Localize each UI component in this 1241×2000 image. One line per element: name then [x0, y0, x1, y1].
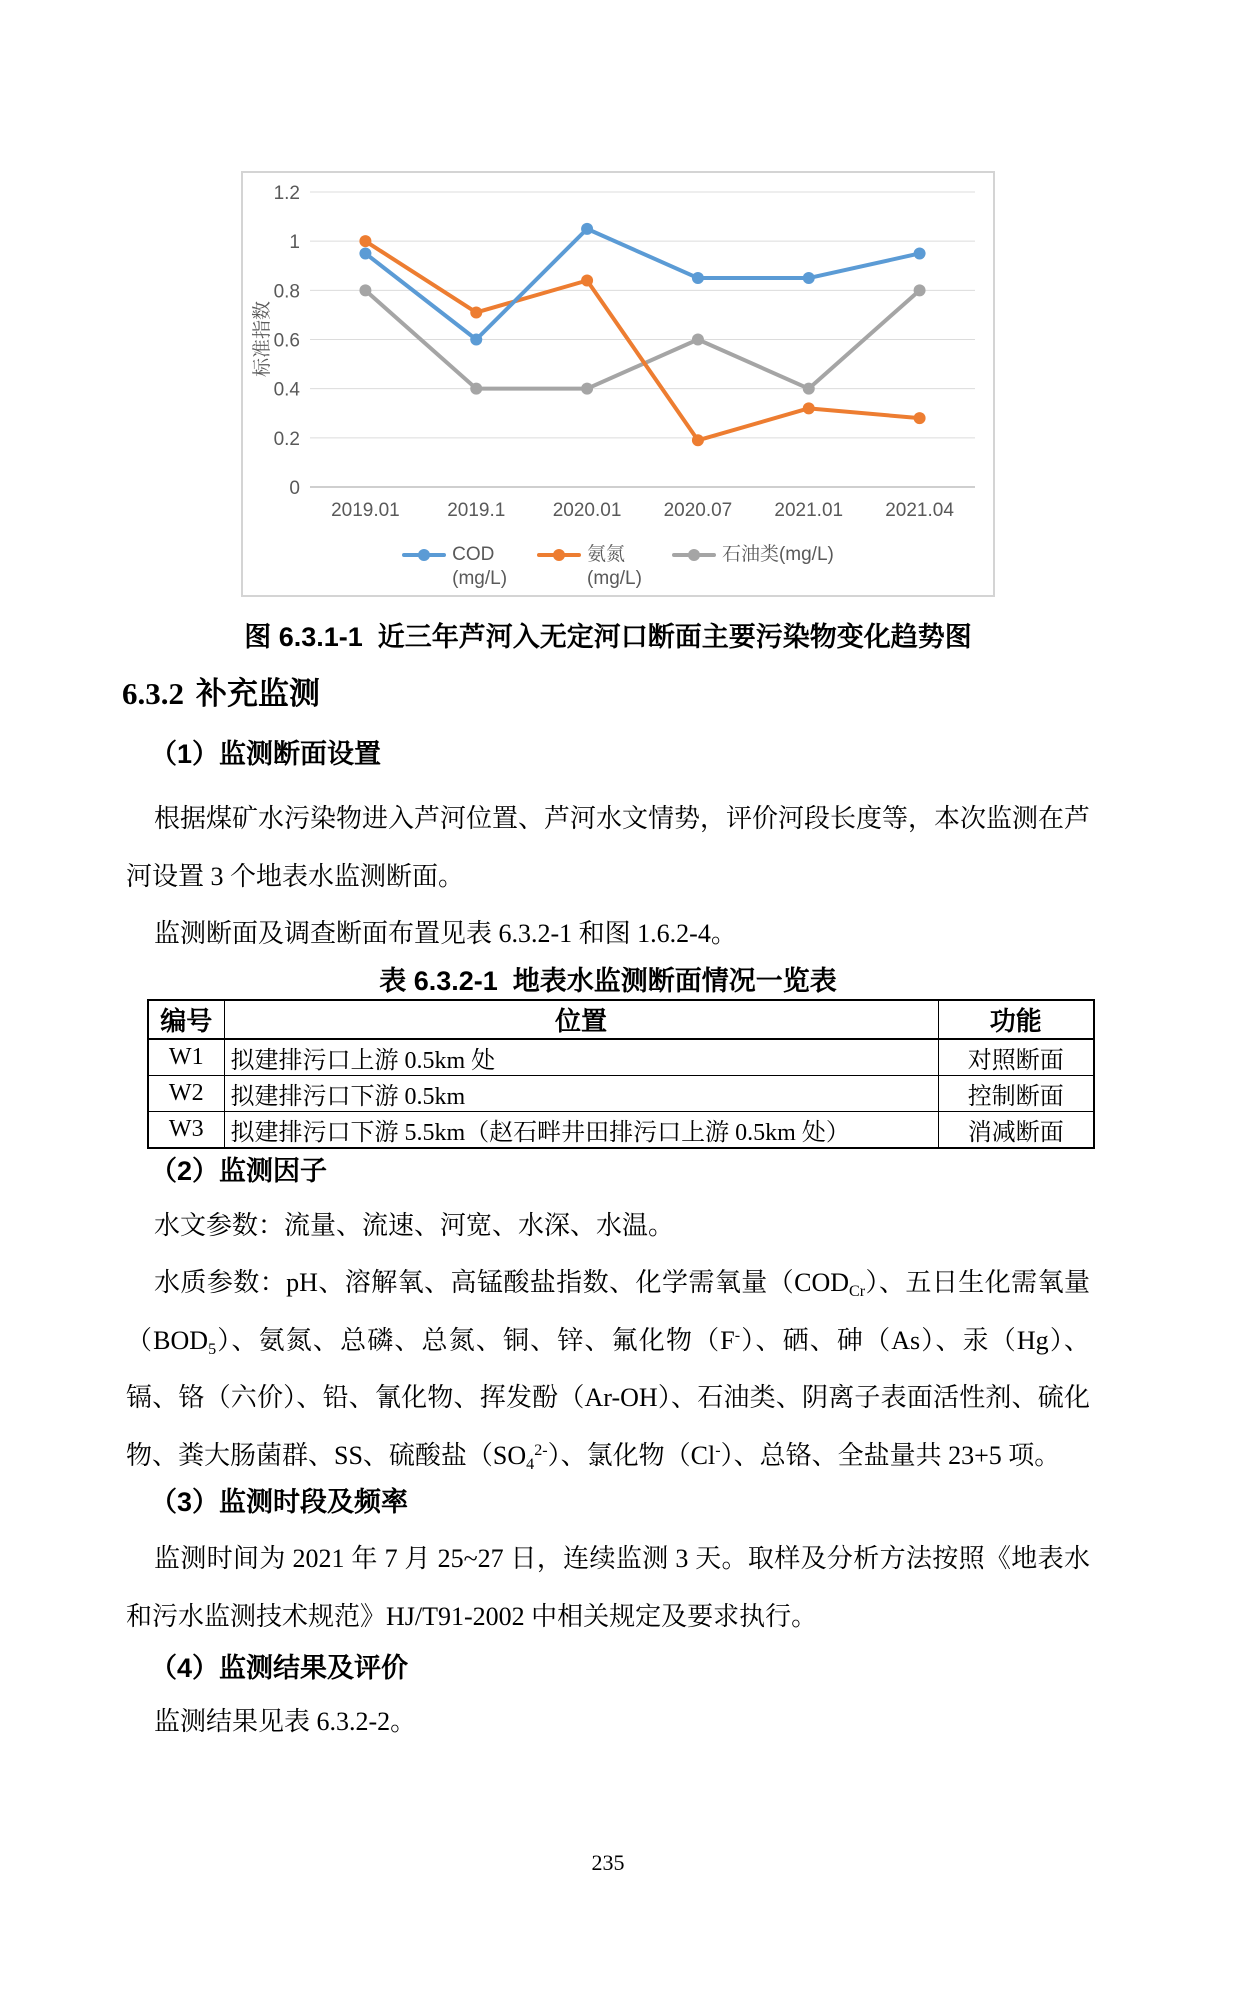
subsection-heading-3: （3）监测时段及频率 [150, 1487, 409, 1517]
table-cell: 控制断面 [938, 1075, 1094, 1111]
section-title: 补充监测 [196, 676, 320, 711]
x-tick-label: 2019.01 [331, 500, 400, 521]
paragraph-3: 水文参数：流量、流速、河宽、水深、水温。 [154, 1210, 675, 1240]
y-tick-label: 0.6 [273, 330, 300, 352]
paragraph-6: 监测结果见表 6.3.2-2。 [154, 1707, 417, 1736]
header-cell-pos: 位置 [224, 1000, 938, 1039]
table-body [148, 1039, 1094, 1148]
y-tick-label: 1.2 [273, 183, 300, 204]
page-number: 235 [591, 1849, 625, 1875]
table-row [148, 1039, 1094, 1076]
subsection-heading-2: （2）监测因子 [150, 1155, 328, 1186]
paragraph-5: 监测时间为 2021 年 7 月 25~27 日，连续监测 3 天。取样及分析方法按照《地表水和污水监测技术规范》HJ/T91-2002 中相关规定及要求执行。 [126, 1544, 1090, 1631]
legend-label: COD (mg/L) [452, 544, 508, 589]
paragraph-2: 监测断面及调查断面布置见表 6.3.2-1 和图 1.6.2-4。 [154, 919, 737, 948]
page-content [122, 0, 1091, 1877]
table-cell: 拟建排污口上游 0.5km 处 [224, 1039, 938, 1076]
y-tick-label: 0.4 [273, 379, 300, 401]
legend-label: 石油类(mg/L) [721, 544, 834, 565]
table-title: 表 6.3.2-1 地表水监测断面情况一览表 [379, 965, 837, 996]
figure-caption: 图 6.3.1-1 近三年芦河入无定河口断面主要污染物变化趋势图 [244, 622, 972, 652]
table-header-row [148, 1000, 1094, 1039]
header-cell-fn: 功能 [938, 1000, 1094, 1039]
x-tick-label: 2020.07 [663, 500, 733, 521]
x-tick-label: 2019.1 [447, 500, 506, 521]
monitoring-sections-table [147, 999, 1095, 1149]
y-tick-label: 0.8 [273, 281, 300, 303]
section-heading [122, 674, 1090, 714]
paragraph-1: 根据煤矿水污染物进入芦河位置、芦河水文情势，评价河段长度等，本次监测在芦河设置 3 个地表水监测断面。 [126, 804, 1091, 891]
table-header [148, 1000, 1094, 1039]
table-cell: 拟建排污口下游 0.5km [224, 1075, 938, 1111]
y-tick-label: 0.2 [273, 428, 300, 450]
paragraph-4: 水质参数：pH、溶解氧、高锰酸盐指数、化学需氧量$(COD_{Cr})$、五日生化需氧量$(BOD_5)$、氨氮、总磷、总氮、铜、锌、氟化物（F-）、硒、砷（As）、汞（Hg）、镉、铬（六价）、铅、氰化物、挥发酚（Ar-OH）、石油类、阴离子表面活性剂、硫化物、粪大肠菌群、SS、硫酸盐$(SO_4^{2-})$、氯化物（Cl-）、总铬、全盐量共 23+5 项。 [126, 1268, 1091, 1473]
table-cell: W1 [148, 1039, 224, 1076]
x-tick-label: 2020.01 [552, 500, 622, 521]
x-tick-label: 2021.04 [885, 500, 954, 521]
y-tick-label: 1 [289, 232, 300, 254]
table-cell: W3 [148, 1111, 224, 1148]
table-cell: 拟建排污口下游 5.5km（赵石畔井田排污口上游 0.5km 处） [224, 1111, 938, 1148]
y-tick-label: 0 [289, 478, 300, 499]
table-row [148, 1075, 1094, 1111]
table-row [148, 1111, 1094, 1148]
subsection-heading-1: （1）监测断面设置 [150, 739, 382, 769]
table-cell: W2 [148, 1075, 224, 1111]
legend-label: 氨氮 (mg/L) [587, 544, 642, 589]
table-cell: 消减断面 [938, 1111, 1094, 1148]
header-cell-id: 编号 [148, 1000, 224, 1039]
section-number: 6.3.2 [122, 676, 184, 711]
subsection-heading-4: （4）监测结果及评价 [150, 1653, 409, 1683]
y-axis-title: 标准指数 [252, 300, 273, 378]
table-cell: 对照断面 [938, 1039, 1094, 1076]
x-tick-label: 2021.01 [774, 500, 844, 521]
